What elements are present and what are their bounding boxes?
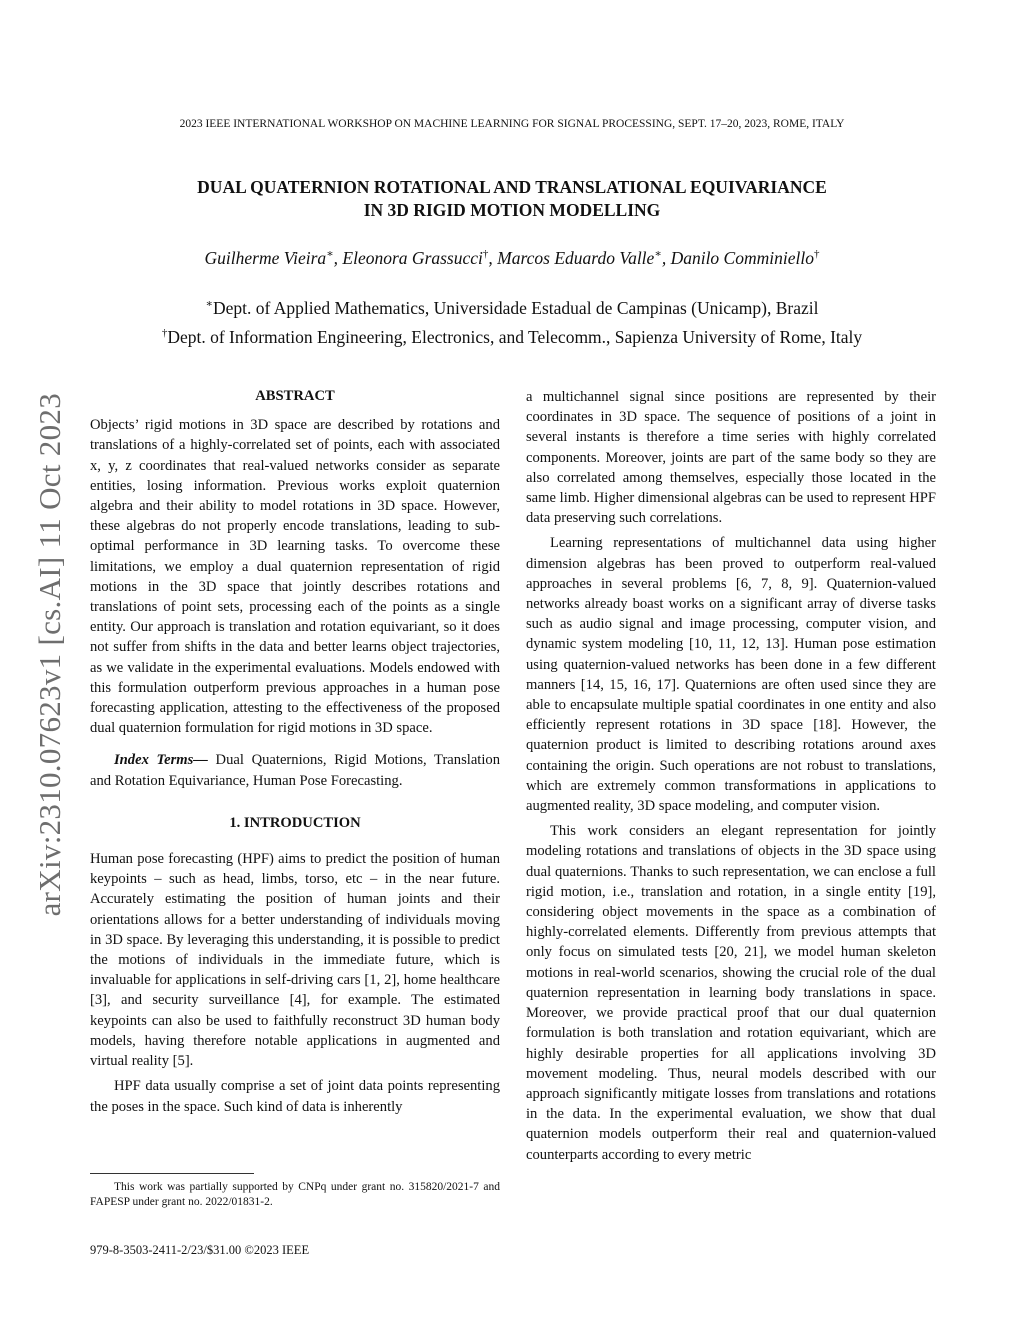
author-2: , Eleonora Grassucci [333,247,483,268]
footnote [90,1180,500,1210]
intro-paragraph-2-cont: a multichannel signal since positions are represented by their coordinates in 3D space. The sequence of positions of a joint in several instants is therefore a time series with highly correlated components. Moreover, joints are part of the same body so they are also correlated among themselves, especially those located in the same limb. Higher dimensional algebras can be used to represent HPF data preserving such correlations. [526,389,936,527]
title-line-2: IN 3D RIGID MOTION MODELLING [363,200,661,220]
affiliation-2 [0,321,1024,350]
affiliation-1 [0,292,1024,321]
left-column [90,386,500,1117]
affiliation-1-text: Dept. of Applied Mathematics, Universidade Estadual de Campinas (Unicamp), Brazil [212,297,819,318]
footnote-text: This work was partially supported by CNPq under grant no. 315820/2021-7 and FAPESP under grant no. 2022/01831-2. [90,1181,500,1208]
intro-paragraph-1: Human pose forecasting (HPF) aims to predict the position of human keypoints – such as head, limbs, torso, etc – in the near future. Accurately estimating the position of human joints and their orientations allows for a better understanding of individuals moving in 3D space. By leveraging this understanding, it is possible to predict the motions of individuals in the immediate future, which is invaluable for applications in self-driving cars [1, 2], home healthcare [3], and security surveillance [4], for example. The estimated keypoints can also be used to faithfully reconstruct 3D human body models, having therefore notable applications in augmented and virtual reality [5]. [90,851,500,1070]
right-column [526,387,936,1165]
abstract-heading: ABSTRACT [255,388,335,404]
index-terms-text: Dual Quaternions, Rigid Motions, Translation and Rotation Equivariance, Human Pose Forecasting. [90,752,500,789]
affiliation-1-mark: ∗ [205,298,213,310]
author-1: Guilherme Vieira [204,247,327,268]
intro-paragraph-3: Learning representations of multichannel data using higher dimension algebras has been proved to outperform real-valued approaches in several problems [6, 7, 8, 9]. Quaternion-valued networks already boast works on a significant array of diverse tasks such as audio signal and image processing, computer vision, and dynamic system modeling [10, 11, 12, 13]. Human pose estimation using quaternion-valued networks has been done in a few different manners [14, 15, 16, 17]. Quaternions are often used since they are able to encapsulate multiple spatial coordinates in one entity and also efficiently represent rotations in 3D space [18]. However, the quaternion product is limited to describing rotations around axes containing the origin. Such operations are not robust to translations, which are extremely common transformations in applications to augmented reality, 3D space modeling, and computer vision. [526,535,936,815]
index-terms [90,750,500,790]
affiliation-2-mark: † [161,326,168,339]
intro-paragraph-2-start: HPF data usually comprise a set of joint data points representing the poses in the space. Such kind of data is inherently [90,1078,500,1115]
author-4: , Danilo Comminiello [661,247,814,268]
affiliation-2-text: Dept. of Information Engineering, Electronics, and Telecomm., Sapienza University of Rome, Italy [167,326,863,347]
conference-header: 2023 IEEE INTERNATIONAL WORKSHOP ON MACHINE LEARNING FOR SIGNAL PROCESSING, SEPT. 17–20, 2023, ROME, ITALY [179,118,845,130]
paper-title [0,176,1024,222]
author-1-mark: ∗ [326,248,334,260]
author-list [0,247,1024,269]
abstract-text: Objects’ rigid motions in 3D space are described by rotations and translations of a highly-correlated set of points, each with associated x, y, z coordinates that real-valued networks consider as separate entities, losing information. Previous works exploit quaternion algebra and their ability to model rotations in 3D space. However, these algebras do not properly encode translations, leading to sub-optimal performance in 3D learning tasks. To overcome these limitations, we employ a dual quaternion representation of rigid motions in the 3D space that jointly describes rotations and translations of point sets, processing each of the points as a single entity. Our approach is translation and rotation equivariant, so it does not suffer from shifts in the data and better learns object trajectories, as we validate in the experimental evaluations. Models endowed with this formulation outperform previous approaches in a human pose forecasting application, attesting to the effectiveness of the proposed dual quaternion formulation for rigid motions in 3D space. [90,417,500,737]
arxiv-identifier: arXiv:2310.07623v1 [cs.AI] 11 Oct 2023 [32,393,67,917]
title-line-1: DUAL QUATERNION ROTATIONAL AND TRANSLATIONAL EQUIVARIANCE [197,177,827,197]
arxiv-side-stamp [28,360,72,950]
author-3-mark: ∗ [654,248,662,260]
index-terms-label: Index Terms— [114,752,208,769]
author-2-mark: † [482,248,489,260]
author-4-mark: † [813,248,820,260]
isbn-copyright: 979-8-3503-2411-2/23/$31.00 ©2023 IEEE [90,1243,310,1257]
footnote-divider [90,1173,254,1174]
intro-paragraph-4: This work considers an elegant representation for jointly modeling rotations and translations of objects in the 3D space using dual quaternions. Thanks to such representation, we can enclose a full rigid motion, i.e., translation and rotation, in a single entity [19], considering object movements in the space as a combination of highly-correlated elements. Differently from previous attempts that only focus on simulated tests [20, 21], we model human skeleton motions in real-world scenarios, showing the crucial role of the dual quaternion representation in learning body translations in space. Moreover, we provide practical proof that our dual quaternion formulation is both translation and rotation equivariant, which are highly desirable properties for all applications involving 3D movement modeling. Thus, neural models described with our approach significantly mitigate losses from translations and rotations in the data. In the experimental evaluation, we show that dual quaternion models outperform their real and quaternion-valued counterparts according to every metric [526,823,936,1163]
introduction-heading: 1. INTRODUCTION [229,814,361,831]
author-3: , Marcos Eduardo Valle [488,247,655,268]
affiliations [0,292,1024,350]
